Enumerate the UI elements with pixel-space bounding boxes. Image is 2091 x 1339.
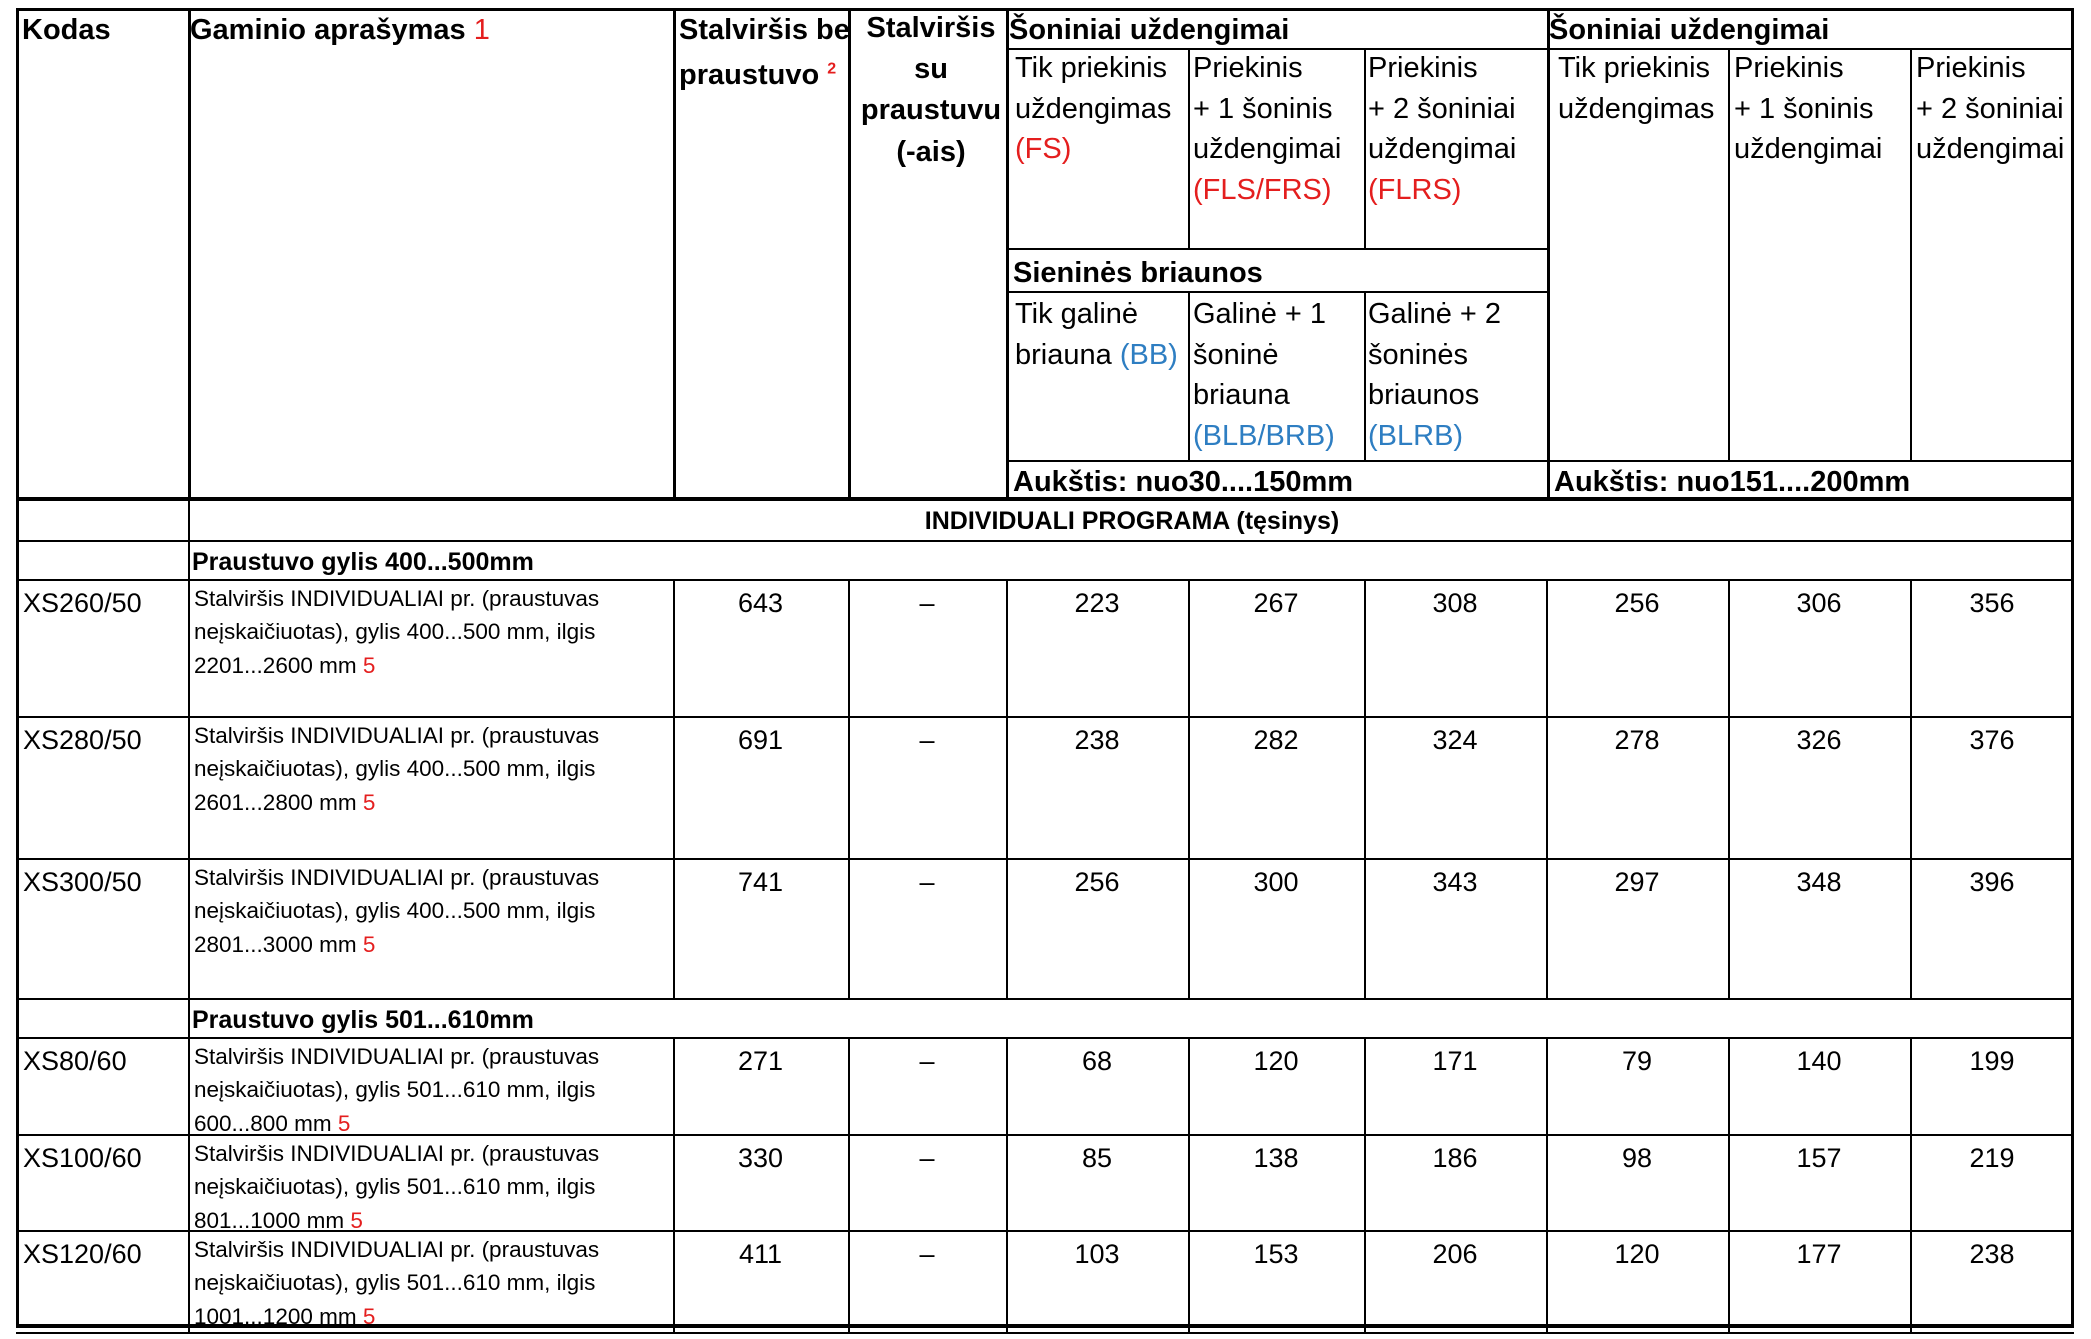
- row-price-fs: 223: [1074, 588, 1120, 618]
- row-price-fs: 238: [1074, 725, 1120, 755]
- row-description: [190, 580, 671, 717]
- row-footnote-marker: 5: [356, 931, 376, 957]
- row-price-fls: 300: [1253, 867, 1299, 897]
- row-description-line: 2601...2800 mm 5: [194, 789, 376, 815]
- header-a-front-1side-code: (FLS/FRS): [1193, 173, 1332, 206]
- header-b-front-2side-line2: + 2 šoniniai: [1916, 92, 2064, 125]
- row-price-flrs: 308: [1432, 588, 1478, 618]
- header-wall-back-1side-code: (BLB/BRB): [1193, 419, 1335, 452]
- row-description-line: neįskaičiuotas), gylis 400...500 mm, ilgis: [194, 898, 596, 924]
- group-title: Praustuvo gylis 400...500mm: [192, 548, 534, 576]
- row-price-with-sink: –: [919, 1239, 935, 1269]
- row-description-line: neįskaičiuotas), gylis 501...610 mm, ilgis: [194, 1174, 596, 1200]
- header-a-front-only: [1011, 48, 1189, 248]
- grid-line-vertical: [1547, 8, 1550, 498]
- row-price-flrs: 324: [1432, 725, 1478, 755]
- header-code: [22, 8, 182, 48]
- grid-line-horizontal: [1006, 248, 1547, 250]
- header-a-front-only-line2: uždengimas: [1015, 92, 1172, 125]
- row-description: [190, 1038, 671, 1135]
- header-b-front-2side-line3: uždengimai: [1916, 133, 2065, 166]
- grid-line-vertical: [673, 8, 676, 498]
- header-description: [190, 8, 660, 48]
- row-price-with-sink: –: [919, 588, 935, 618]
- program-title: [192, 501, 2072, 541]
- row-price-with-sink: –: [919, 1046, 935, 1076]
- row-price-with-sink: –: [919, 867, 935, 897]
- header-side-covers-b: [1549, 8, 2069, 48]
- header-a-front-2side-line2: + 2 šoniniai: [1368, 92, 1516, 125]
- row-price-flrs-tall: 356: [1969, 588, 2015, 618]
- header-description-text: Gaminio aprašymas: [190, 14, 466, 46]
- header-b-front-only-line1: Tik priekinis: [1558, 52, 1711, 84]
- row-description: [190, 1231, 671, 1333]
- row-description: [190, 859, 671, 999]
- row-price-fls-tall: 306: [1796, 588, 1842, 618]
- row-price-fs: 103: [1074, 1239, 1120, 1269]
- row-price-no-sink: 411: [738, 1239, 783, 1269]
- row-description-line: neįskaičiuotas), gylis 501...610 mm, ilgis: [194, 1077, 596, 1103]
- price-table: [16, 8, 2074, 1328]
- grid-line-vertical: [188, 999, 190, 1038]
- row-footnote-marker: 5: [356, 1303, 376, 1329]
- header-a-front-2side-line1: Priekinis: [1368, 52, 1478, 84]
- row-price-fls-tall: 177: [1796, 1239, 1842, 1269]
- row-price-flrs: 171: [1432, 1046, 1478, 1076]
- header-side-covers-a-text: Šoniniai uždengimai: [1009, 14, 1290, 46]
- row-price-fls: 282: [1253, 725, 1299, 755]
- header-top-with-sink-line4: (-ais): [896, 135, 966, 168]
- header-wall-back-1side: [1191, 294, 1366, 464]
- row-description-line: Stalviršis INDIVIDUALIAI pr. (praustuvas: [194, 1044, 600, 1069]
- row-price-flrs-tall: 219: [1969, 1143, 2015, 1173]
- program-title-text: INDIVIDUALI PROGRAMA (tęsinys): [924, 507, 1340, 535]
- header-a-front-1side-line1: Priekinis: [1193, 52, 1303, 84]
- header-top-with-sink: [851, 8, 1011, 188]
- row-price-fls-tall: 348: [1796, 867, 1842, 897]
- group-title: Praustuvo gylis 501...610mm: [192, 1006, 534, 1034]
- row-footnote-marker: 5: [344, 1207, 363, 1231]
- row-code: XS300/50: [23, 867, 142, 897]
- header-b-front-1side-line3: uždengimai: [1734, 133, 1883, 166]
- row-price-fls-tall: 326: [1796, 725, 1842, 755]
- header-top-with-sink-line2: su: [914, 53, 948, 86]
- header-wall-back-only-line2: briauna: [1015, 338, 1112, 371]
- header-b-front-only-line2: uždengimas: [1558, 92, 1715, 125]
- header-b-front-2side-line1: Priekinis: [1916, 52, 2026, 84]
- header-a-front-2side: [1366, 48, 1546, 248]
- header-top-with-sink-line3: praustuvu: [860, 94, 1002, 127]
- row-price-fs: 85: [1081, 1143, 1113, 1173]
- row-price-no-sink: 741: [737, 867, 784, 897]
- row-price-with-sink: –: [919, 725, 935, 755]
- row-price-fs-tall: 120: [1614, 1239, 1660, 1269]
- header-a-front-only-line1: Tik priekinis: [1015, 52, 1168, 84]
- row-description: [190, 717, 671, 859]
- row-footnote-marker: 5: [356, 789, 376, 815]
- row-price-fls: 267: [1253, 588, 1299, 618]
- row-price-flrs: 206: [1432, 1239, 1478, 1269]
- header-side-covers-a: [1009, 8, 1529, 48]
- row-price-fls: 138: [1253, 1143, 1299, 1173]
- header-wall-back-2side-line3: briaunos: [1368, 379, 1480, 412]
- row-description-line: 1001...1200 mm 5: [194, 1303, 376, 1329]
- header-top-without-sink-line2: praustuvo: [679, 58, 820, 91]
- header-b-front-1side-line2: + 1 šoninis: [1734, 92, 1874, 125]
- row-price-fs: 256: [1074, 867, 1120, 897]
- header-wall-back-1side-line2: šoninė: [1193, 338, 1279, 371]
- row-price-no-sink: 691: [737, 725, 784, 755]
- header-a-front-1side: [1191, 48, 1366, 248]
- header-a-front-1side-line3: uždengimai: [1193, 133, 1342, 166]
- header-b-front-1side-line1: Priekinis: [1734, 52, 1844, 84]
- row-price-no-sink: 643: [737, 588, 784, 618]
- header-top-without-sink: [679, 8, 855, 108]
- row-price-flrs-tall: 396: [1969, 867, 2015, 897]
- row-price-fls: 153: [1253, 1239, 1299, 1269]
- row-price-fls-tall: 157: [1796, 1143, 1842, 1173]
- row-code: XS120/60: [23, 1239, 142, 1269]
- row-description-line: neįskaičiuotas), gylis 501...610 mm, ilgis: [194, 1270, 596, 1296]
- row-description-line: Stalviršis INDIVIDUALIAI pr. (praustuvas: [194, 586, 600, 611]
- row-description-line: neįskaičiuotas), gylis 400...500 mm, ilgis: [194, 619, 596, 645]
- row-code: XS260/50: [23, 588, 142, 618]
- row-footnote-marker: 5: [356, 652, 376, 678]
- header-code-text: Kodas: [22, 14, 111, 46]
- row-price-flrs: 186: [1432, 1143, 1478, 1173]
- header-wall-back-1side-line3: briauna: [1193, 379, 1290, 412]
- row-code: XS80/60: [23, 1046, 127, 1076]
- header-b-front-1side: [1730, 48, 1910, 248]
- row-description-line: 801...1000 mm 5: [194, 1207, 363, 1231]
- row-price-no-sink: 271: [737, 1046, 784, 1076]
- row-code: XS280/50: [23, 725, 142, 755]
- grid-line-horizontal: [1006, 291, 1547, 293]
- header-b-front-2side: [1912, 48, 2072, 248]
- row-price-fls: 120: [1253, 1046, 1299, 1076]
- row-price-flrs-tall: 199: [1969, 1046, 2015, 1076]
- header-wall-back-2side-code: (BLRB): [1368, 419, 1464, 452]
- header-wall-back-only-line1: Tik galinė: [1015, 298, 1139, 330]
- row-price-fls-tall: 140: [1796, 1046, 1842, 1076]
- row-description-line: Stalviršis INDIVIDUALIAI pr. (praustuvas: [194, 723, 600, 748]
- row-price-fs-tall: 79: [1621, 1046, 1653, 1076]
- header-a-front-only-code: (FS): [1015, 133, 1072, 166]
- grid-line-vertical: [188, 501, 190, 541]
- header-wall-edges-text: Sieninės briaunos: [1013, 257, 1263, 289]
- row-description-line: Stalviršis INDIVIDUALIAI pr. (praustuvas: [194, 1141, 600, 1166]
- row-price-flrs-tall: 376: [1969, 725, 2015, 755]
- header-side-covers-b-text: Šoniniai uždengimai: [1549, 14, 1830, 46]
- row-price-fs-tall: 297: [1614, 867, 1660, 897]
- header-height-b: [1552, 460, 2072, 500]
- header-a-front-2side-line3: uždengimai: [1368, 133, 1517, 166]
- row-price-no-sink: 330: [737, 1143, 784, 1173]
- header-wall-back-2side: [1366, 294, 1546, 464]
- header-wall-edges: [1011, 251, 1531, 291]
- grid-line-vertical: [188, 8, 191, 498]
- row-footnote-marker: 5: [331, 1110, 351, 1135]
- row-description-line: 2801...3000 mm 5: [194, 931, 376, 957]
- row-price-with-sink: –: [919, 1143, 935, 1173]
- row-price-fs: 68: [1081, 1046, 1113, 1076]
- row-description-line: Stalviršis INDIVIDUALIAI pr. (praustuvas: [194, 865, 600, 890]
- row-description-line: 600...800 mm 5: [194, 1110, 351, 1135]
- header-height-a: [1011, 460, 1541, 500]
- row-price-fs-tall: 278: [1614, 725, 1660, 755]
- row-price-flrs-tall: 238: [1969, 1239, 2015, 1269]
- row-description-line: neįskaičiuotas), gylis 400...500 mm, ilgis: [194, 756, 596, 782]
- header-b-front-only: [1552, 48, 1728, 248]
- header-wall-back-2side-line1: Galinė + 2: [1368, 298, 1502, 330]
- header-wall-back-1side-line1: Galinė + 1: [1193, 298, 1327, 330]
- header-a-front-2side-code: (FLRS): [1368, 173, 1462, 206]
- row-price-fs-tall: 256: [1614, 588, 1660, 618]
- header-a-front-1side-line2: + 1 šoninis: [1193, 92, 1333, 125]
- row-code: XS100/60: [23, 1143, 142, 1173]
- header-height-a-text: Aukštis: nuo30....150mm: [1013, 466, 1354, 498]
- header-top-without-sink-note: 2: [827, 60, 837, 78]
- header-height-b-text: Aukštis: nuo151....200mm: [1554, 466, 1911, 498]
- header-top-without-sink-line1: Stalviršis be: [679, 14, 850, 46]
- header-top-with-sink-line1: Stalviršis: [866, 12, 996, 44]
- row-price-flrs: 343: [1432, 867, 1478, 897]
- row-description-line: Stalviršis INDIVIDUALIAI pr. (praustuvas: [194, 1237, 600, 1262]
- grid-line-vertical: [188, 541, 190, 580]
- row-description-line: 2201...2600 mm 5: [194, 652, 376, 678]
- header-wall-back-only-code: (BB): [1119, 338, 1178, 371]
- header-description-note: 1: [473, 14, 490, 46]
- header-wall-back-only: [1011, 294, 1189, 464]
- row-description: [190, 1135, 671, 1231]
- header-wall-back-2side-line2: šoninės: [1368, 338, 1468, 371]
- row-price-fs-tall: 98: [1621, 1143, 1653, 1173]
